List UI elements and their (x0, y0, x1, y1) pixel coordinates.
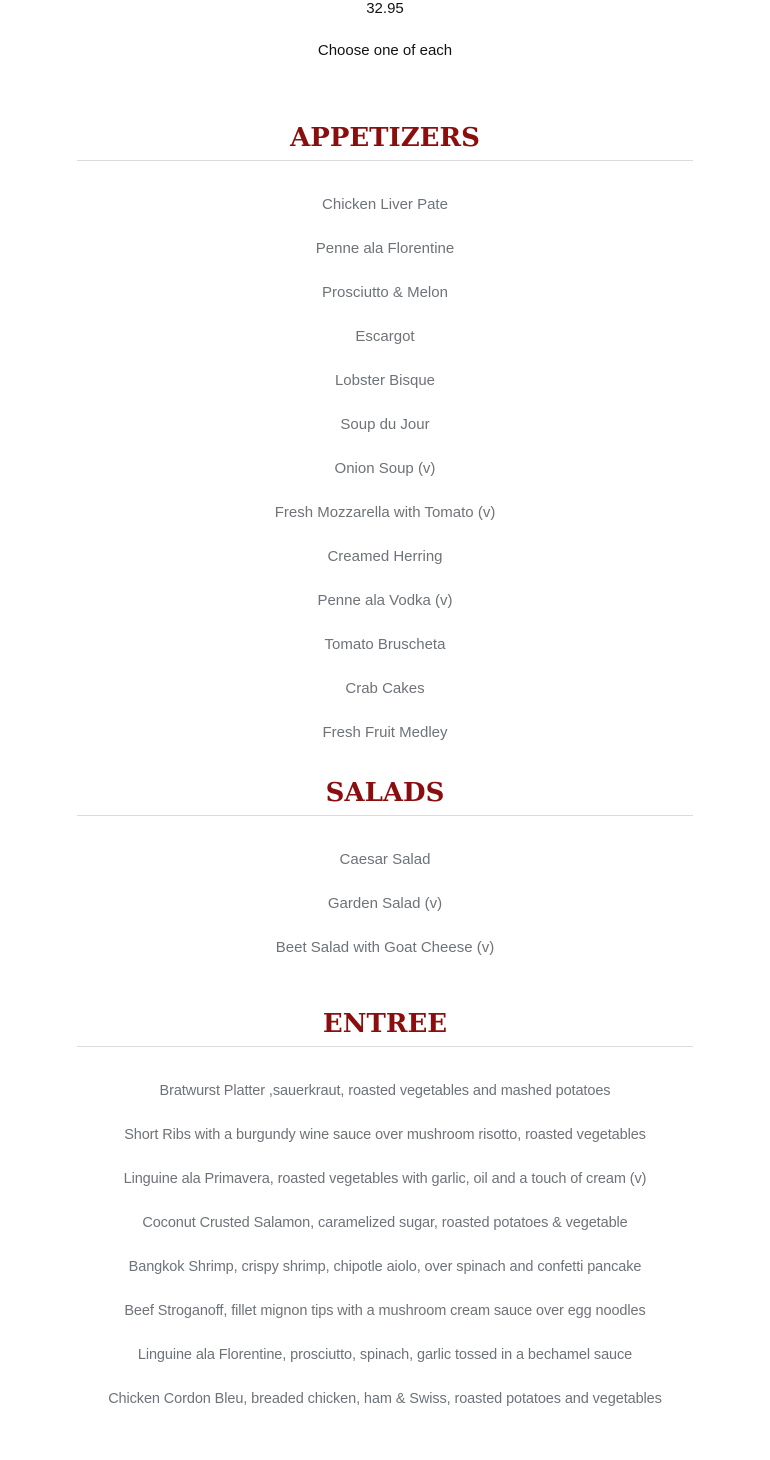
menu-item: Escargot (355, 328, 415, 345)
appetizers-section (77, 116, 693, 755)
menu-item: Soup du Jour (340, 416, 430, 433)
menu-item: Chicken Cordon Bleu, breaded chicken, ham & Swiss, roasted potatoes and vegetables (108, 1391, 662, 1407)
appetizers-heading: APPETIZERS (77, 116, 693, 161)
menu-item: Bangkok Shrimp, crispy shrimp, chipotle aiolo, over spinach and confetti pancake (128, 1259, 642, 1275)
menu-item: Beef Stroganoff, fillet mignon tips with a mushroom cream sauce over egg noodles (124, 1303, 646, 1319)
menu-item: Creamed Herring (327, 548, 443, 565)
menu-instructions: Choose one of each (317, 42, 453, 59)
entree-heading: ENTREE (77, 1002, 693, 1047)
menu-item: Penne ala Vodka (v) (317, 592, 453, 609)
menu-item: Prosciutto & Melon (322, 284, 448, 301)
menu-item: Tomato Bruscheta (324, 636, 446, 653)
menu-item: Short Ribs with a burgundy wine sauce over mushroom risotto, roasted vegetables (124, 1127, 646, 1143)
menu-item: Onion Soup (v) (334, 460, 436, 477)
entree-section (77, 1002, 693, 1421)
menu-item: Coconut Crusted Salamon, caramelized sugar, roasted potatoes & vegetable (142, 1215, 628, 1231)
menu-item: Beet Salad with Goat Cheese (v) (275, 939, 495, 956)
menu-item: Lobster Bisque (334, 372, 436, 389)
menu-item: Bratwurst Platter ,sauerkraut, roasted vegetables and mashed potatoes (159, 1083, 611, 1099)
menu-item: Penne ala Florentine (315, 240, 455, 257)
menu-item: Garden Salad (v) (327, 895, 443, 912)
menu-item: Chicken Liver Pate (322, 196, 448, 213)
salads-list (77, 816, 693, 970)
menu-item: Linguine ala Primavera, roasted vegetables with garlic, oil and a touch of cream (v) (123, 1171, 647, 1187)
salads-section (77, 771, 693, 970)
menu-price: 32.95 (366, 0, 404, 17)
salads-heading: SALADS (77, 771, 693, 816)
appetizers-list (77, 161, 693, 755)
menu-item: Caesar Salad (339, 851, 431, 868)
menu-item: Crab Cakes (345, 680, 425, 697)
menu-item: Fresh Mozzarella with Tomato (v) (274, 504, 496, 521)
menu-item: Linguine ala Florentine, prosciutto, spinach, garlic tossed in a bechamel sauce (137, 1347, 633, 1363)
entree-list (77, 1047, 693, 1421)
menu-item: Fresh Fruit Medley (322, 724, 448, 741)
